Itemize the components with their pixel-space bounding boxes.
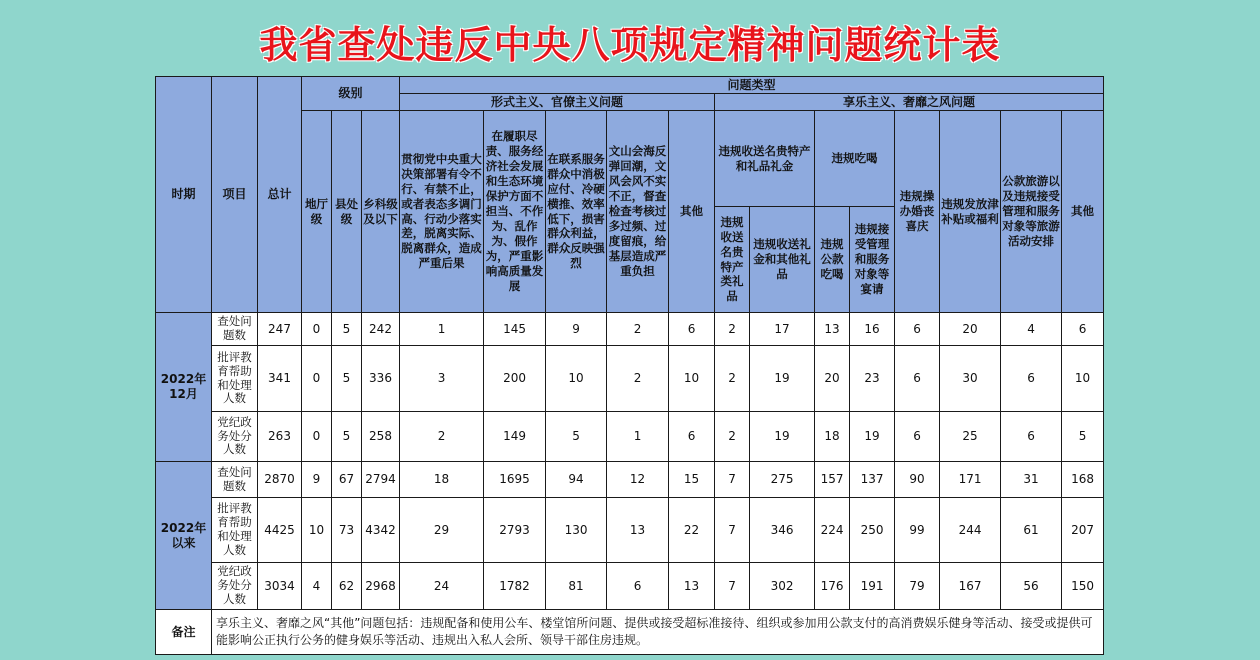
cell: 5	[332, 346, 362, 412]
cell: 6	[895, 313, 940, 346]
cell: 20	[940, 313, 1001, 346]
cell: 22	[669, 498, 715, 563]
table-row	[156, 412, 1104, 462]
header-level: 级别	[302, 77, 400, 111]
row-item-label: 查处问题数	[212, 313, 258, 346]
header-hedonism-allowance: 违规发放津补贴或福利	[940, 111, 1001, 313]
header-hedonism: 享乐主义、奢靡之风问题	[715, 94, 1104, 111]
cell: 207	[1062, 498, 1104, 563]
cell: 250	[850, 498, 895, 563]
cell: 10	[1062, 346, 1104, 412]
cell: 6	[669, 313, 715, 346]
header-problem-type: 问题类型	[400, 77, 1104, 94]
cell: 24	[400, 563, 484, 610]
cell: 0	[302, 412, 332, 462]
cell: 346	[750, 498, 815, 563]
cell: 56	[1001, 563, 1062, 610]
cell: 157	[815, 462, 850, 498]
cell: 16	[850, 313, 895, 346]
cell: 302	[750, 563, 815, 610]
cell: 137	[850, 462, 895, 498]
cell: 168	[1062, 462, 1104, 498]
cell: 247	[258, 313, 302, 346]
table-row	[156, 498, 1104, 563]
cell: 171	[940, 462, 1001, 498]
cell: 13	[669, 563, 715, 610]
header-hedonism-wedding: 违规操办婚丧喜庆	[895, 111, 940, 313]
row-item-label: 党纪政务处分人数	[212, 563, 258, 610]
cell: 5	[332, 313, 362, 346]
stats-table-container	[155, 76, 1103, 654]
cell: 149	[484, 412, 546, 462]
cell: 81	[546, 563, 607, 610]
cell: 6	[1001, 412, 1062, 462]
cell: 10	[546, 346, 607, 412]
cell: 25	[940, 412, 1001, 462]
cell: 263	[258, 412, 302, 462]
cell: 6	[669, 412, 715, 462]
cell: 0	[302, 313, 332, 346]
row-item-label: 批评教育帮助和处理人数	[212, 498, 258, 563]
header-formalism-other: 其他	[669, 111, 715, 313]
header-total: 总计	[258, 77, 302, 313]
cell: 13	[607, 498, 669, 563]
cell: 10	[302, 498, 332, 563]
cell: 30	[940, 346, 1001, 412]
cell: 4	[302, 563, 332, 610]
row-item-label: 党纪政务处分人数	[212, 412, 258, 462]
cell: 242	[362, 313, 400, 346]
cell: 2793	[484, 498, 546, 563]
cell: 2	[715, 346, 750, 412]
header-gift-specialty: 违规收送名贵特产类礼品	[715, 207, 750, 313]
cell: 31	[1001, 462, 1062, 498]
cell: 2968	[362, 563, 400, 610]
cell: 2	[400, 412, 484, 462]
cell: 67	[332, 462, 362, 498]
cell: 2794	[362, 462, 400, 498]
cell: 18	[815, 412, 850, 462]
cell: 3034	[258, 563, 302, 610]
table-row	[156, 462, 1104, 498]
remark-label: 备注	[156, 610, 212, 655]
cell: 5	[1062, 412, 1104, 462]
cell: 6	[895, 346, 940, 412]
cell: 1695	[484, 462, 546, 498]
header-level-county: 县处级	[332, 111, 362, 313]
cell: 0	[302, 346, 332, 412]
cell: 1	[607, 412, 669, 462]
header-gift-group: 违规收送名贵特产和礼品礼金	[715, 111, 815, 207]
cell: 10	[669, 346, 715, 412]
cell: 130	[546, 498, 607, 563]
cell: 4342	[362, 498, 400, 563]
cell: 341	[258, 346, 302, 412]
cell: 19	[850, 412, 895, 462]
cell: 200	[484, 346, 546, 412]
cell: 15	[669, 462, 715, 498]
cell: 258	[362, 412, 400, 462]
cell: 176	[815, 563, 850, 610]
cell: 9	[546, 313, 607, 346]
cell: 19	[750, 346, 815, 412]
header-item: 项目	[212, 77, 258, 313]
cell: 244	[940, 498, 1001, 563]
cell: 29	[400, 498, 484, 563]
table-row	[156, 563, 1104, 610]
cell: 275	[750, 462, 815, 498]
cell: 336	[362, 346, 400, 412]
cell: 1782	[484, 563, 546, 610]
cell: 191	[850, 563, 895, 610]
cell: 90	[895, 462, 940, 498]
cell: 13	[815, 313, 850, 346]
cell: 2870	[258, 462, 302, 498]
cell: 3	[400, 346, 484, 412]
cell: 7	[715, 462, 750, 498]
cell: 20	[815, 346, 850, 412]
cell: 73	[332, 498, 362, 563]
cell: 6	[1062, 313, 1104, 346]
cell: 18	[400, 462, 484, 498]
table-row	[156, 313, 1104, 346]
cell: 61	[1001, 498, 1062, 563]
cell: 23	[850, 346, 895, 412]
cell: 2	[607, 346, 669, 412]
cell: 6	[895, 412, 940, 462]
cell: 1	[400, 313, 484, 346]
stats-table	[155, 76, 1104, 655]
cell: 99	[895, 498, 940, 563]
cell: 4425	[258, 498, 302, 563]
cell: 167	[940, 563, 1001, 610]
cell: 17	[750, 313, 815, 346]
period-label: 2022年12月	[156, 313, 212, 462]
header-formalism-3: 在联系服务群众中消极应付、冷硬横推、效率低下，损害群众利益，群众反映强烈	[546, 111, 607, 313]
header-hedonism-other: 其他	[1062, 111, 1104, 313]
cell: 145	[484, 313, 546, 346]
cell: 7	[715, 498, 750, 563]
remark-row	[156, 610, 1104, 655]
header-level-township: 乡科级及以下	[362, 111, 400, 313]
cell: 5	[546, 412, 607, 462]
cell: 4	[1001, 313, 1062, 346]
cell: 2	[715, 313, 750, 346]
cell: 19	[750, 412, 815, 462]
cell: 79	[895, 563, 940, 610]
row-item-label: 批评教育帮助和处理人数	[212, 346, 258, 412]
remark-text: 享乐主义、奢靡之风“其他”问题包括：违规配备和使用公车、楼堂馆所问题、提供或接受超标准接待、组织或参加用公款支付的高消费娱乐健身等活动、接受或提供可能影响公正执行公务的健身娱乐等活动、违规出入私人会所、领导干部住房违规。	[212, 610, 1104, 655]
cell: 62	[332, 563, 362, 610]
header-dining-banquet: 违规接受管理和服务对象等宴请	[850, 207, 895, 313]
cell: 5	[332, 412, 362, 462]
row-item-label: 查处问题数	[212, 462, 258, 498]
cell: 7	[715, 563, 750, 610]
header-formalism-4: 文山会海反弹回潮，文风会风不实不正，督查检查考核过多过频、过度留痕，给基层造成严重负担	[607, 111, 669, 313]
header-level-prefecture: 地厅级	[302, 111, 332, 313]
header-formalism: 形式主义、官僚主义问题	[400, 94, 715, 111]
header-dining-public: 违规公款吃喝	[815, 207, 850, 313]
cell: 224	[815, 498, 850, 563]
table-row	[156, 346, 1104, 412]
cell: 94	[546, 462, 607, 498]
header-formalism-1: 贯彻党中央重大决策部署有令不行、有禁不止，或者表态多调门高、行动少落实差，脱离实际、脱离群众，造成严重后果	[400, 111, 484, 313]
cell: 6	[1001, 346, 1062, 412]
cell: 2	[607, 313, 669, 346]
cell: 2	[715, 412, 750, 462]
header-gift-money: 违规收送礼金和其他礼品	[750, 207, 815, 313]
cell: 150	[1062, 563, 1104, 610]
header-period: 时期	[156, 77, 212, 313]
header-hedonism-travel: 公款旅游以及违规接受管理和服务对象等旅游活动安排	[1001, 111, 1062, 313]
cell: 12	[607, 462, 669, 498]
header-dining-group: 违规吃喝	[815, 111, 895, 207]
page-title: 我省查处违反中央八项规定精神问题统计表	[259, 23, 1001, 67]
header-formalism-2: 在履职尽责、服务经济社会发展和生态环境保护方面不担当、不作为、乱作为、假作为，严重影响高质量发展	[484, 111, 546, 313]
cell: 9	[302, 462, 332, 498]
period-label: 2022年以来	[156, 462, 212, 610]
cell: 6	[607, 563, 669, 610]
